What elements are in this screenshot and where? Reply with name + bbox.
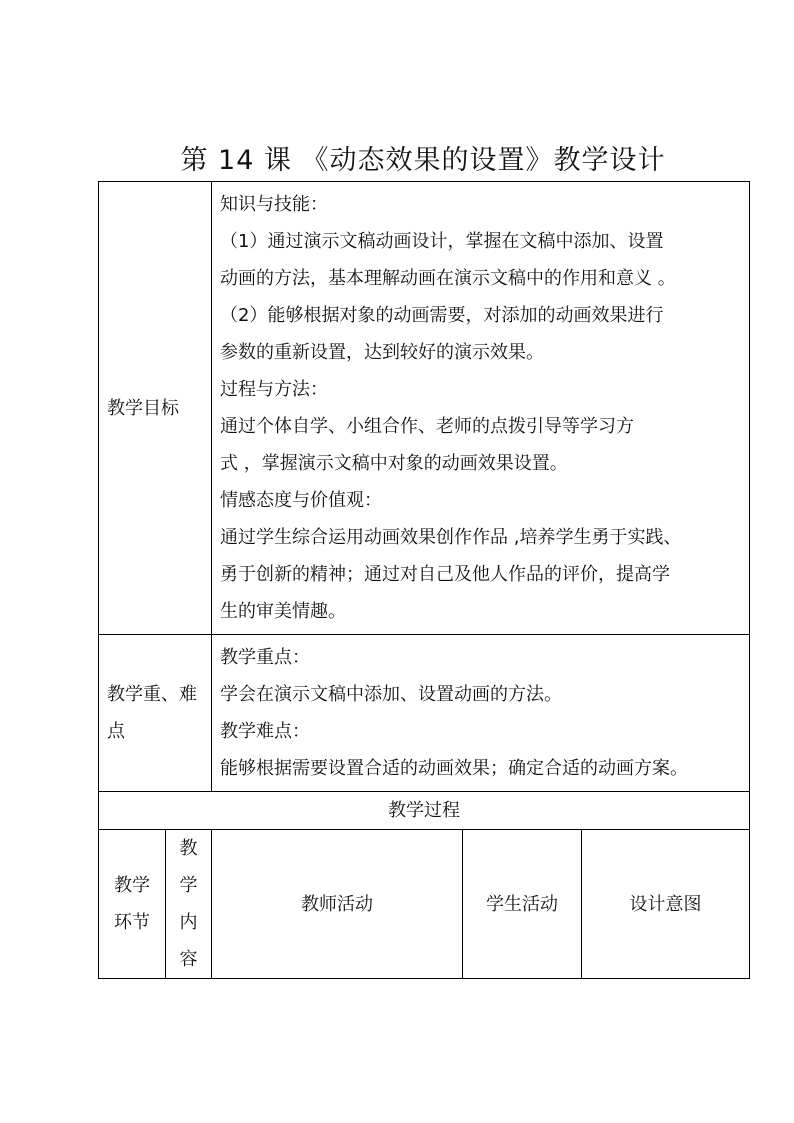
keypoints-label-line: 点 (107, 721, 125, 742)
objectives-line: 情感态度与价值观： (220, 490, 382, 511)
process-header: 教学过程 (99, 792, 750, 830)
objectives-line: 勇于创新的精神；通过对自己及他人作品的评价，提高学 (220, 564, 670, 585)
objectives-line: 动画的方法，基本理解动画在演示文稿中的作用和意义 。 (220, 268, 676, 289)
keypoints-content (212, 635, 750, 792)
column-stage-line: 环节 (114, 912, 150, 933)
column-student-activity: 学生活动 (463, 830, 582, 979)
objectives-line: 过程与方法： (220, 379, 328, 400)
process-header-row (99, 792, 750, 830)
objectives-line: 通过学生综合运用动画效果创作作品 ,培养学生勇于实践、 (220, 527, 682, 548)
objectives-content (212, 182, 750, 635)
objectives-line: 通过个体自学、小组合作、老师的点拨引导等学习方 (220, 416, 634, 437)
keypoints-line: 教学重点： (220, 647, 310, 668)
objectives-line: 参数的重新设置，达到较好的演示效果。 (220, 342, 544, 363)
objectives-label: 教学目标 (99, 182, 212, 635)
column-content-char: 学 (179, 875, 198, 896)
column-stage-line: 教学 (114, 875, 150, 896)
objectives-line: 生的审美情趣。 (220, 601, 346, 622)
column-content-char: 内 (179, 912, 198, 933)
objectives-line: 式 ，掌握演示文稿中对象的动画效果设置。 (220, 453, 568, 474)
objectives-line: （2）能够根据对象的动画需要，对添加的动画效果进行 (220, 305, 664, 326)
keypoints-label (99, 635, 212, 792)
column-design-intent: 设计意图 (582, 830, 750, 979)
column-stage (99, 830, 166, 979)
keypoints-label-line: 教学重、难 (107, 684, 197, 705)
keypoints-row (99, 635, 750, 792)
keypoints-line: 能够根据需要设置合适的动画效果；确定合适的动画方案。 (220, 758, 688, 779)
column-content-char: 教 (179, 838, 198, 859)
document-title: 第 14 课 《动态效果的设置》教学设计 (180, 145, 666, 176)
column-content (166, 830, 212, 979)
keypoints-line: 教学难点： (220, 721, 310, 742)
column-teacher-activity: 教师活动 (212, 830, 463, 979)
lesson-plan-table (98, 181, 750, 979)
objectives-row (99, 182, 750, 635)
column-content-char: 容 (179, 949, 198, 970)
process-columns-row (99, 830, 750, 979)
keypoints-line: 学会在演示文稿中添加、设置动画的方法。 (220, 684, 562, 705)
objectives-line: 知识与技能： (220, 194, 328, 215)
objectives-line: （1）通过演示文稿动画设计，掌握在文稿中添加、设置 (220, 231, 664, 252)
